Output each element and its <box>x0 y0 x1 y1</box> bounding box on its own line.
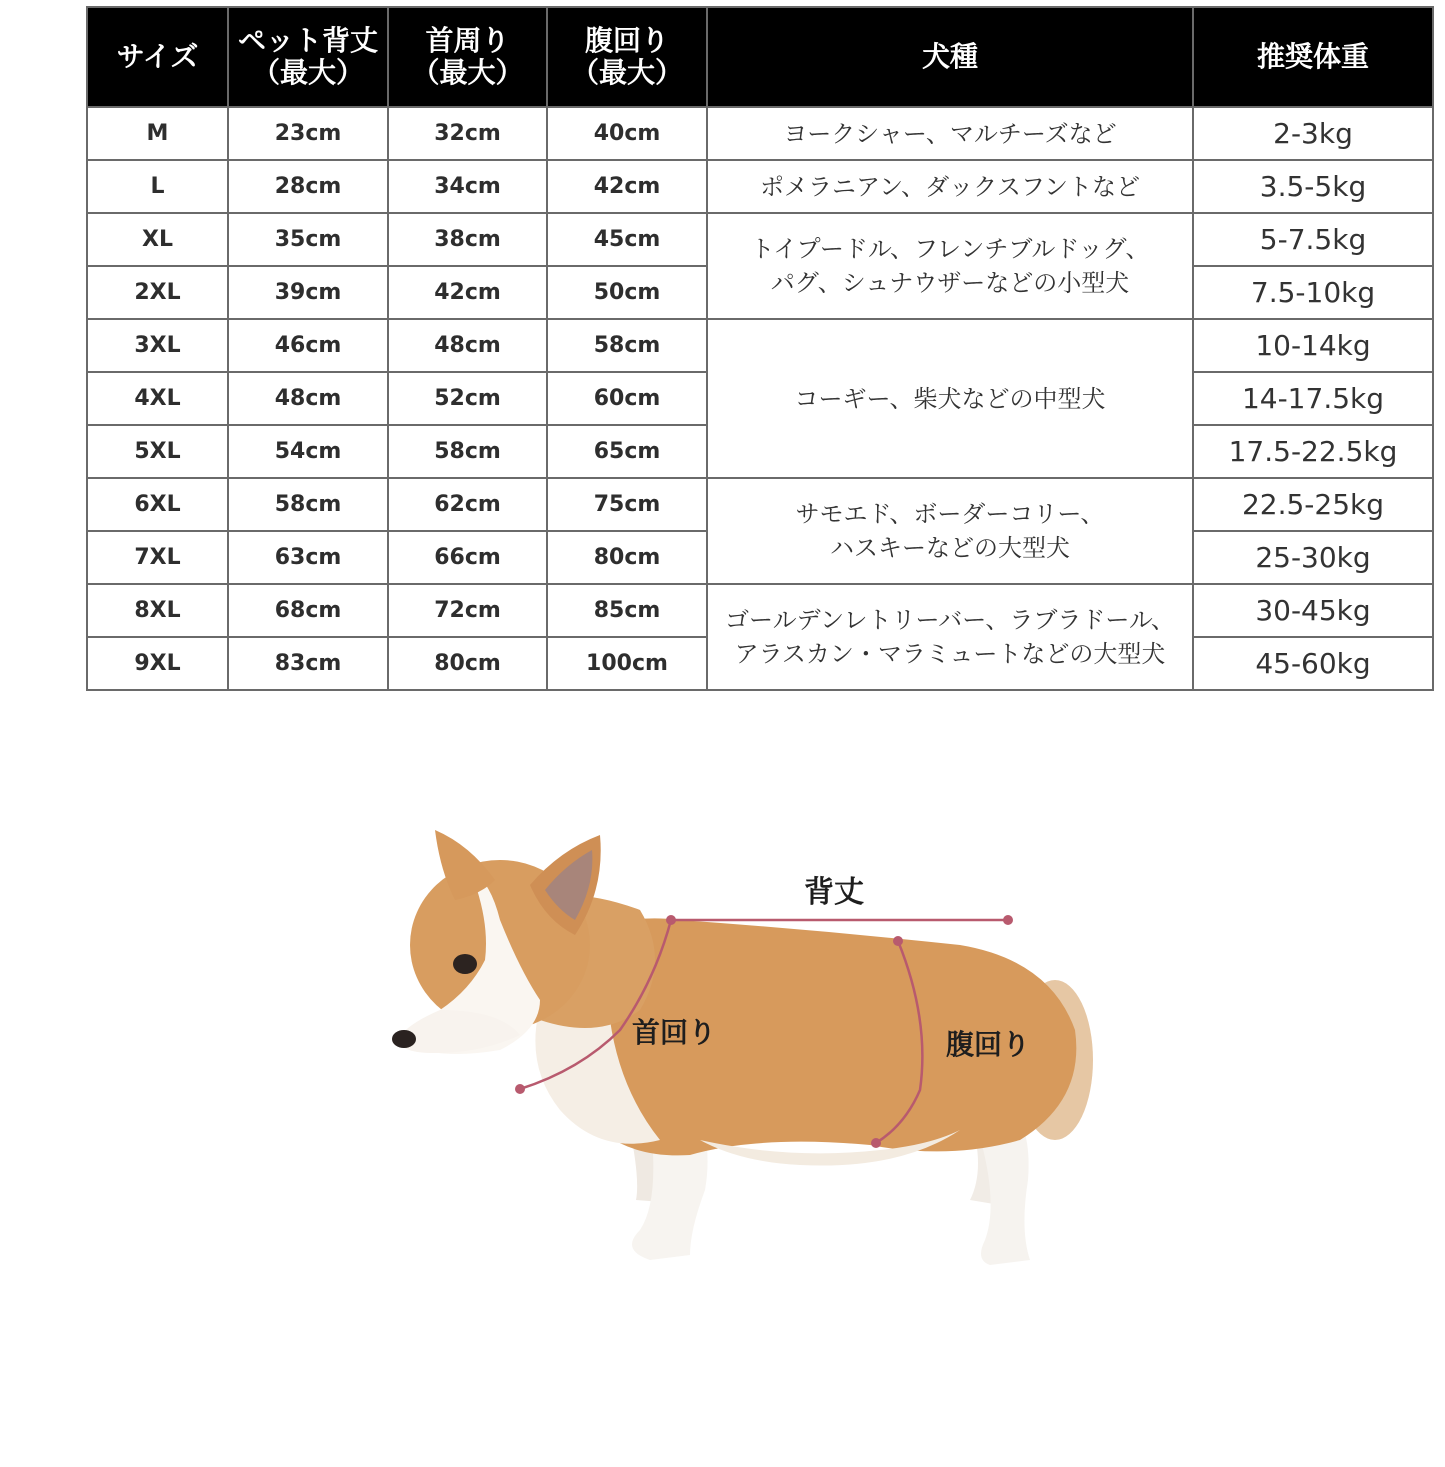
breed-cell: ヨークシャー、マルチーズなど <box>707 107 1193 160</box>
back-length-cell: 23cm <box>228 107 388 160</box>
neck-cell: 62cm <box>388 478 547 531</box>
breed-cell: コーギー、柴犬などの中型犬 <box>707 319 1193 478</box>
neck-end-dot <box>515 1084 525 1094</box>
weight-cell: 45-60kg <box>1193 637 1433 690</box>
size-cell: 7XL <box>87 531 228 584</box>
weight-cell: 5-7.5kg <box>1193 213 1433 266</box>
weight-cell: 22.5-25kg <box>1193 478 1433 531</box>
weight-cell: 2-3kg <box>1193 107 1433 160</box>
size-cell: L <box>87 160 228 213</box>
table-row <box>87 213 1433 266</box>
belly-cell: 40cm <box>547 107 707 160</box>
back-length-cell: 48cm <box>228 372 388 425</box>
belly-cell: 85cm <box>547 584 707 637</box>
belly-cell: 42cm <box>547 160 707 213</box>
weight-cell: 25-30kg <box>1193 531 1433 584</box>
belly-cell: 100cm <box>547 637 707 690</box>
neck-cell: 52cm <box>388 372 547 425</box>
weight-cell: 17.5-22.5kg <box>1193 425 1433 478</box>
size-cell: 5XL <box>87 425 228 478</box>
weight-cell: 3.5-5kg <box>1193 160 1433 213</box>
belly-cell: 50cm <box>547 266 707 319</box>
back-length-cell: 83cm <box>228 637 388 690</box>
breed-cell: ゴールデンレトリーバー、ラブラドール、 アラスカン・マラミュートなどの大型犬 <box>707 584 1193 690</box>
neck-label: 首回り <box>631 1016 717 1049</box>
size-cell: M <box>87 107 228 160</box>
belly-start-dot <box>893 936 903 946</box>
neck-cell: 38cm <box>388 213 547 266</box>
table-row <box>87 319 1433 372</box>
breed-cell: サモエド、ボーダーコリー、 ハスキーなどの大型犬 <box>707 478 1193 584</box>
neck-cell: 34cm <box>388 160 547 213</box>
back-length-cell: 28cm <box>228 160 388 213</box>
breed-cell: ポメラニアン、ダックスフントなど <box>707 160 1193 213</box>
size-cell: 3XL <box>87 319 228 372</box>
back-start-dot <box>666 915 676 925</box>
weight-cell: 14-17.5kg <box>1193 372 1433 425</box>
back-length-cell: 54cm <box>228 425 388 478</box>
neck-cell: 80cm <box>388 637 547 690</box>
weight-cell: 30-45kg <box>1193 584 1433 637</box>
size-cell: 6XL <box>87 478 228 531</box>
neck-cell: 42cm <box>388 266 547 319</box>
back-length-cell: 46cm <box>228 319 388 372</box>
header-back-length: ペット背丈 （最大） <box>228 7 388 107</box>
belly-cell: 58cm <box>547 319 707 372</box>
back-length-label: 背丈 <box>804 875 864 910</box>
table-row <box>87 584 1433 637</box>
belly-cell: 80cm <box>547 531 707 584</box>
belly-end-dot <box>871 1138 881 1148</box>
table-row <box>87 107 1433 160</box>
size-cell: 2XL <box>87 266 228 319</box>
back-length-cell: 68cm <box>228 584 388 637</box>
belly-cell: 75cm <box>547 478 707 531</box>
header-neck: 首周り （最大） <box>388 7 547 107</box>
belly-cell: 65cm <box>547 425 707 478</box>
size-cell: XL <box>87 213 228 266</box>
table-header-row <box>87 7 1433 107</box>
back-end-dot <box>1003 915 1013 925</box>
neck-cell: 48cm <box>388 319 547 372</box>
neck-cell: 66cm <box>388 531 547 584</box>
back-length-cell: 58cm <box>228 478 388 531</box>
back-length-cell: 39cm <box>228 266 388 319</box>
weight-cell: 10-14kg <box>1193 319 1433 372</box>
belly-label: 腹回り <box>945 1028 1031 1061</box>
neck-cell: 72cm <box>388 584 547 637</box>
header-breed: 犬種 <box>707 7 1193 107</box>
breed-cell: トイプードル、フレンチブルドッグ、 パグ、シュナウザーなどの小型犬 <box>707 213 1193 319</box>
weight-cell: 7.5-10kg <box>1193 266 1433 319</box>
neck-cell: 32cm <box>388 107 547 160</box>
header-size: サイズ <box>87 7 228 107</box>
header-belly: 腹回り （最大） <box>547 7 707 107</box>
back-length-cell: 63cm <box>228 531 388 584</box>
size-cell: 4XL <box>87 372 228 425</box>
dog-eye <box>453 954 477 974</box>
header-weight: 推奨体重 <box>1193 7 1433 107</box>
dog-nose <box>392 1030 416 1048</box>
size-chart-table <box>86 6 1434 691</box>
table-row <box>87 160 1433 213</box>
back-length-cell: 35cm <box>228 213 388 266</box>
belly-cell: 45cm <box>547 213 707 266</box>
dog-measurement-diagram <box>0 760 1445 1467</box>
size-cell: 9XL <box>87 637 228 690</box>
table-row <box>87 478 1433 531</box>
neck-cell: 58cm <box>388 425 547 478</box>
size-cell: 8XL <box>87 584 228 637</box>
belly-cell: 60cm <box>547 372 707 425</box>
